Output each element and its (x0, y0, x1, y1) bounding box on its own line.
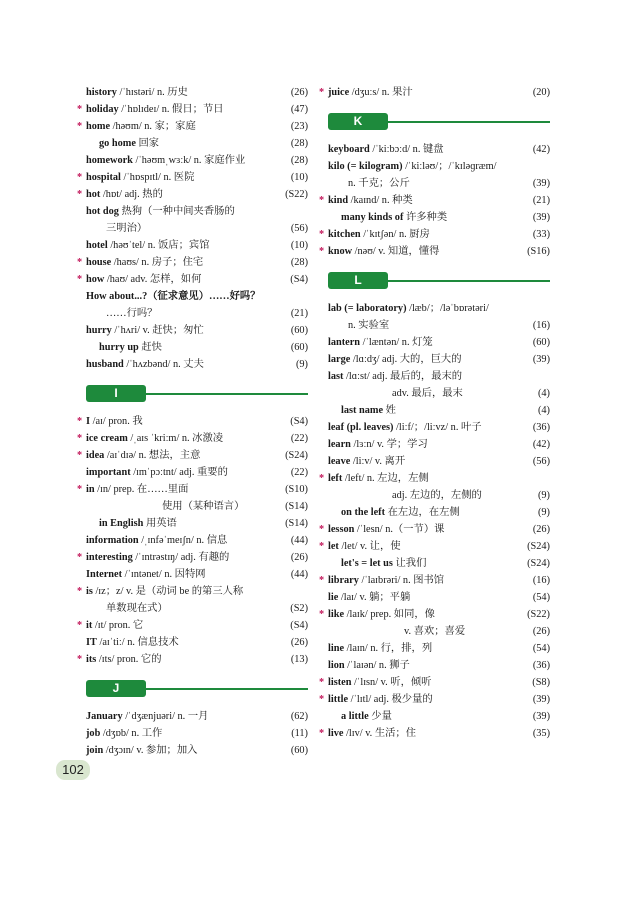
unit-reference: (22) (290, 433, 308, 444)
unit-reference: (S4) (290, 620, 308, 631)
unit-reference: (S14) (285, 501, 308, 512)
star-icon: * (77, 104, 83, 115)
vocab-entry (328, 453, 550, 470)
unit-reference: (26) (290, 552, 308, 563)
vocab-entry (86, 203, 308, 220)
vocab-entry (86, 725, 308, 742)
unit-reference: (28) (290, 138, 308, 149)
vocab-entry (77, 101, 308, 118)
unit-reference: (44) (290, 569, 308, 580)
vocab-entry (86, 742, 308, 759)
vocab-entry (328, 317, 550, 334)
entry-text: IT /aɪˈtiː/ n. 信息技术 (86, 637, 179, 648)
entry-text: adv. 最后，最末 (392, 388, 463, 399)
star-icon: * (319, 229, 325, 240)
entry-text: library /ˈlaɪbrəri/ n. 图书馆 (328, 575, 445, 586)
unit-reference: (62) (290, 711, 308, 722)
vocab-entry (319, 521, 550, 538)
unit-reference: (28) (290, 155, 308, 166)
section-header-j (86, 678, 308, 700)
vocab-entry (77, 447, 308, 464)
entry-text: interesting /ˈɪntrəstɪŋ/ adj. 有趣的 (86, 552, 230, 563)
right-column (319, 84, 550, 742)
star-icon: * (319, 246, 325, 257)
entry-text: idea /aɪˈdɪə/ n. 想法，主意 (86, 450, 201, 461)
unit-reference: (26) (290, 637, 308, 648)
unit-reference: (56) (290, 223, 308, 234)
section-divider (144, 688, 308, 690)
star-icon: * (319, 473, 325, 484)
section-divider (386, 280, 550, 282)
unit-reference: (39) (532, 694, 550, 705)
vocab-entry (86, 634, 308, 651)
vocab-entry (328, 504, 550, 521)
unit-reference: (S24) (285, 450, 308, 461)
entry-text: on the left 在左边，在左侧 (341, 507, 460, 518)
unit-reference: (10) (290, 172, 308, 183)
star-icon: * (319, 694, 325, 705)
star-icon: * (77, 416, 83, 427)
vocab-entry (328, 657, 550, 674)
entry-text: hurry /ˈhʌri/ v. 赶快；匆忙 (86, 325, 204, 336)
unit-reference: (60) (290, 745, 308, 756)
entry-text: lesson /ˈlesn/ n.（一节）课 (328, 524, 445, 535)
entry-text: in English 用英语 (99, 518, 177, 529)
unit-reference: (S16) (527, 246, 550, 257)
unit-reference: (9) (295, 359, 308, 370)
entry-text: n. 实验室 (348, 320, 390, 331)
star-icon: * (319, 87, 325, 98)
entry-text: little /ˈlɪtl/ adj. 极少量的 (328, 694, 433, 705)
left-column (77, 84, 308, 759)
vocab-entry (319, 674, 550, 691)
entry-text: home /həʊm/ n. 家；家庭 (86, 121, 196, 132)
vocab-entry (77, 186, 308, 203)
vocab-entry (328, 175, 550, 192)
unit-reference: (9) (537, 490, 550, 501)
unit-reference: (42) (532, 144, 550, 155)
entry-text: lie /laɪ/ v. 躺；平躺 (328, 592, 411, 603)
unit-reference: (26) (532, 524, 550, 535)
vocab-entry (328, 385, 550, 402)
vocab-entry (86, 566, 308, 583)
entry-text: hot dog 热狗（一种中间夹香肠的 (86, 206, 235, 217)
unit-reference: (16) (532, 575, 550, 586)
vocab-entry (328, 141, 550, 158)
unit-reference: (42) (532, 439, 550, 450)
vocab-entry (86, 532, 308, 549)
entry-text: hurry up 赶快 (99, 342, 162, 353)
vocab-entry (86, 498, 308, 515)
vocab-entry (328, 708, 550, 725)
entry-text: information /ˌɪnfəˈmeɪʃn/ n. 信息 (86, 535, 228, 546)
star-icon: * (319, 575, 325, 586)
entry-text: is /ɪz；z/ v. 是（动词 be 的第三人称 (86, 586, 244, 597)
unit-reference: (11) (291, 728, 308, 739)
entry-text: kilo (= kilogram) /ˈkiːləʊ/；/ˈkɪləɡræm/ (328, 161, 497, 172)
entry-text: join /dʒɔɪn/ v. 参加；加入 (86, 745, 198, 756)
entry-text: how /haʊ/ adv. 怎样，如何 (86, 274, 202, 285)
vocab-entry (86, 339, 308, 356)
vocab-entry (319, 84, 550, 101)
unit-reference: (39) (532, 212, 550, 223)
vocab-entry (319, 691, 550, 708)
vocab-entry (319, 606, 550, 623)
star-icon: * (77, 586, 83, 597)
star-icon: * (77, 552, 83, 563)
entry-text: 使用（某种语言） (162, 501, 245, 512)
entry-text: How about...?（征求意见）……好吗？ (86, 291, 261, 302)
star-icon: * (77, 620, 83, 631)
entry-text: listen /ˈlɪsn/ v. 听，倾听 (328, 677, 432, 688)
entry-text: Internet /ˈɪntənet/ n. 因特网 (86, 569, 206, 580)
entry-text: like /laɪk/ prep. 如同，像 (328, 609, 435, 620)
star-icon: * (77, 189, 83, 200)
entry-text: juice /dʒuːs/ n. 果汁 (328, 87, 413, 98)
vocab-entry (86, 305, 308, 322)
vocab-entry (328, 300, 550, 317)
entry-text: ice cream /ˌaɪs ˈkriːm/ n. 冰激凌 (86, 433, 224, 444)
entry-text: adj. 左边的，左侧的 (392, 490, 482, 501)
vocab-entry (77, 617, 308, 634)
vocab-entry (328, 589, 550, 606)
star-icon: * (77, 274, 83, 285)
vocab-entry (86, 237, 308, 254)
entry-text: v. 喜欢；喜爱 (404, 626, 466, 637)
vocab-entry (86, 515, 308, 532)
unit-reference: (23) (290, 121, 308, 132)
vocab-entry (328, 209, 550, 226)
unit-reference: (56) (532, 456, 550, 467)
unit-reference: (S22) (285, 189, 308, 200)
entry-text: I /aɪ/ pron. 我 (86, 416, 143, 427)
unit-reference: (S2) (290, 603, 308, 614)
unit-reference: (60) (290, 342, 308, 353)
vocab-entry (319, 572, 550, 589)
entry-text: last name 姓 (341, 405, 396, 416)
entry-text: learn /lɜːn/ v. 学；学习 (328, 439, 428, 450)
unit-reference: (54) (532, 643, 550, 654)
unit-reference: (S24) (527, 558, 550, 569)
entry-text: important /ɪmˈpɔːtnt/ adj. 重要的 (86, 467, 228, 478)
entry-text: large /lɑːdʒ/ adj. 大的，巨大的 (328, 354, 462, 365)
vocab-entry (319, 192, 550, 209)
section-letter: J (86, 680, 146, 697)
entry-text: in /ɪn/ prep. 在……里面 (86, 484, 189, 495)
unit-reference: (54) (532, 592, 550, 603)
vocab-entry (328, 368, 550, 385)
unit-reference: (28) (290, 257, 308, 268)
unit-reference: (47) (290, 104, 308, 115)
vocab-entry (319, 226, 550, 243)
vocab-entry (319, 725, 550, 742)
entry-text: it /ɪt/ pron. 它 (86, 620, 144, 631)
vocab-entry (319, 538, 550, 555)
vocab-entry (86, 84, 308, 101)
vocab-entry (86, 356, 308, 373)
unit-reference: (60) (532, 337, 550, 348)
unit-reference: (36) (532, 422, 550, 433)
unit-reference: (S10) (285, 484, 308, 495)
vocab-entry (328, 419, 550, 436)
unit-reference: (60) (290, 325, 308, 336)
entry-text: kitchen /ˈkɪtʃən/ n. 厨房 (328, 229, 430, 240)
section-letter: K (328, 113, 388, 130)
star-icon: * (319, 524, 325, 535)
star-icon: * (77, 654, 83, 665)
vocab-entry (328, 402, 550, 419)
unit-reference: (10) (290, 240, 308, 251)
star-icon: * (319, 541, 325, 552)
entry-text: house /haʊs/ n. 房子；住宅 (86, 257, 204, 268)
entry-text: keyboard /ˈkiːbɔːd/ n. 键盘 (328, 144, 444, 155)
star-icon: * (77, 450, 83, 461)
unit-reference: (39) (532, 178, 550, 189)
unit-reference: (26) (290, 87, 308, 98)
vocab-entry (77, 169, 308, 186)
vocab-entry (328, 487, 550, 504)
star-icon: * (319, 609, 325, 620)
star-icon: * (77, 172, 83, 183)
entry-text: lab (= laboratory) /læb/；/ləˈbɒrətəri/ (328, 303, 489, 314)
entry-text: line /laɪn/ n. 行，排，列 (328, 643, 433, 654)
unit-reference: (16) (532, 320, 550, 331)
entry-text: ……行吗？ (106, 308, 158, 319)
vocab-entry (328, 436, 550, 453)
unit-reference: (33) (532, 229, 550, 240)
entry-text: leaf (pl. leaves) /liːf/；/liːvz/ n. 叶子 (328, 422, 482, 433)
unit-reference: (35) (532, 728, 550, 739)
vocab-entry (86, 464, 308, 481)
unit-reference: (36) (532, 660, 550, 671)
entry-text: hot /hɒt/ adj. 热的 (86, 189, 163, 200)
vocab-entry (319, 470, 550, 487)
unit-reference: (S22) (527, 609, 550, 620)
entry-text: left /left/ n. 左边，左侧 (328, 473, 429, 484)
unit-reference: (S4) (290, 416, 308, 427)
section-header-i (86, 383, 308, 405)
entry-text: hotel /həʊˈtel/ n. 饭店；宾馆 (86, 240, 210, 251)
unit-reference: (21) (290, 308, 308, 319)
unit-reference: (13) (290, 654, 308, 665)
vocab-entry (328, 351, 550, 368)
unit-reference: (22) (290, 467, 308, 478)
entry-text: go home 回家 (99, 138, 160, 149)
vocab-entry (77, 651, 308, 668)
unit-reference: (21) (532, 195, 550, 206)
unit-reference: (S8) (532, 677, 550, 688)
entry-text: homework /ˈhəʊmˌwɜːk/ n. 家庭作业 (86, 155, 246, 166)
entry-text: let /let/ v. 让，使 (328, 541, 401, 552)
section-letter: L (328, 272, 388, 289)
entry-text: lion /ˈlaɪən/ n. 狮子 (328, 660, 410, 671)
vocab-entry (77, 481, 308, 498)
vocab-entry (77, 583, 308, 600)
vocab-entry (328, 623, 550, 640)
star-icon: * (77, 484, 83, 495)
star-icon: * (319, 677, 325, 688)
vocab-entry (86, 600, 308, 617)
vocab-entry (86, 322, 308, 339)
unit-reference: (4) (537, 405, 550, 416)
unit-reference: (39) (532, 711, 550, 722)
vocab-entry (86, 135, 308, 152)
entry-text: husband /ˈhʌzbənd/ n. 丈夫 (86, 359, 204, 370)
entry-text: a little 少量 (341, 711, 392, 722)
vocab-entry (77, 254, 308, 271)
star-icon: * (77, 433, 83, 444)
entry-text: its /ɪts/ pron. 它的 (86, 654, 162, 665)
unit-reference: (S4) (290, 274, 308, 285)
star-icon: * (319, 728, 325, 739)
star-icon: * (77, 257, 83, 268)
vocab-entry (328, 158, 550, 175)
entry-text: let's = let us 让我们 (341, 558, 427, 569)
unit-reference: (4) (537, 388, 550, 399)
vocab-entry (77, 549, 308, 566)
vocab-entry (86, 220, 308, 237)
section-divider (144, 393, 308, 395)
star-icon: * (319, 195, 325, 206)
entry-text: many kinds of 许多种类 (341, 212, 448, 223)
section-letter: I (86, 385, 146, 402)
entry-text: last /lɑːst/ adj. 最后的，最末的 (328, 371, 463, 382)
vocab-entry (77, 118, 308, 135)
vocab-entry (328, 334, 550, 351)
unit-reference: (9) (537, 507, 550, 518)
unit-reference: (39) (532, 354, 550, 365)
vocab-entry (77, 430, 308, 447)
unit-reference: (S14) (285, 518, 308, 529)
entry-text: January /ˈdʒænjuəri/ n. 一月 (86, 711, 209, 722)
vocab-entry (328, 555, 550, 572)
unit-reference: (20) (532, 87, 550, 98)
star-icon: * (77, 121, 83, 132)
entry-text: live /lɪv/ v. 生活；住 (328, 728, 417, 739)
entry-text: holiday /ˈhɒlɪdeɪ/ n. 假日；节日 (86, 104, 224, 115)
entry-text: history /ˈhɪstəri/ n. 历史 (86, 87, 188, 98)
section-divider (386, 121, 550, 123)
entry-text: know /nəʊ/ v. 知道，懂得 (328, 246, 440, 257)
vocab-entry (86, 288, 308, 305)
section-header-l (328, 270, 550, 292)
vocab-entry (86, 152, 308, 169)
entry-text: kind /kaɪnd/ n. 种类 (328, 195, 413, 206)
entry-text: leave /liːv/ v. 离开 (328, 456, 406, 467)
unit-reference: (S24) (527, 541, 550, 552)
unit-reference: (26) (532, 626, 550, 637)
unit-reference: (44) (290, 535, 308, 546)
section-header-k (328, 111, 550, 133)
page-number: 102 (56, 760, 90, 780)
entry-text: 单数现在式） (106, 603, 168, 614)
vocab-entry (77, 271, 308, 288)
vocab-entry (328, 640, 550, 657)
vocab-entry (319, 243, 550, 260)
vocab-entry (86, 708, 308, 725)
entry-text: hospital /ˈhɒspɪtl/ n. 医院 (86, 172, 195, 183)
vocab-entry (77, 413, 308, 430)
entry-text: lantern /ˈlæntən/ n. 灯笼 (328, 337, 433, 348)
entry-text: job /dʒɒb/ n. 工作 (86, 728, 163, 739)
entry-text: 三明治） (106, 223, 148, 234)
entry-text: n. 千克；公斤 (348, 178, 410, 189)
